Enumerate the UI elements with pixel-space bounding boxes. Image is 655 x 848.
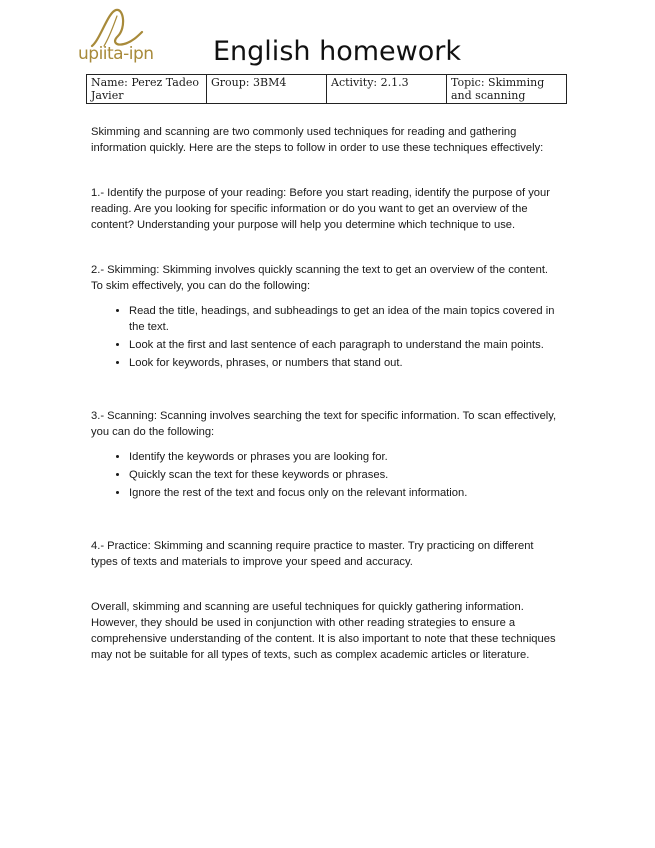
step4-paragraph: 4.- Practice: Skimming and scanning require practice to master. Try practicing on different types of texts and materials to improve your speed and accuracy. (91, 540, 534, 568)
list-item: • Look for keywords, phrases, or numbers that stand out. (129, 355, 561, 371)
skimming-list (91, 303, 561, 371)
activity-cell: Activity: 2.1.3 (327, 75, 447, 104)
topic-cell: Topic: Skimming and scanning (447, 75, 567, 104)
page-title: English homework (213, 36, 461, 67)
name-cell: Name: Perez Tadeo Javier (87, 75, 207, 104)
list-item: • Look at the first and last sentence of each paragraph to understand the main points. (129, 337, 561, 353)
list-item: • Read the title, headings, and subheadings to get an idea of the main topics covered in the text. (129, 303, 561, 335)
logo-emblem-icon (86, 6, 148, 48)
list-item: • Quickly scan the text for these keywords or phrases. (129, 467, 561, 483)
list-item: • Identify the keywords or phrases you are looking for. (129, 449, 561, 465)
logo-text: upiita-ipn (78, 44, 154, 64)
document-body (91, 124, 561, 692)
info-row (87, 75, 567, 104)
step1-paragraph: 1.- Identify the purpose of your reading: Before you start reading, identify the purpose of your reading. Are you looking for specific information or do you want to get an overview of the content? Understanding your purpose will help you determine which technique to use. (91, 187, 550, 231)
group-cell: Group: 3BM4 (207, 75, 327, 104)
info-table (86, 74, 567, 104)
scanning-list (91, 449, 561, 501)
step3-paragraph: 3.- Scanning: Scanning involves searching the text for specific information. To scan effectively, you can do the following: (91, 410, 557, 438)
intro-paragraph: Skimming and scanning are two commonly used techniques for reading and gathering information quickly. Here are the steps to follow in order to use these techniques effectively: (91, 126, 544, 154)
step2-paragraph: 2.- Skimming: Skimming involves quickly scanning the text to get an overview of the content. To skim effectively, you can do the following: (91, 264, 549, 292)
conclusion-paragraph: Overall, skimming and scanning are useful techniques for quickly gathering information. However, they should be used in conjunction with other reading strategies to ensure a comprehensive understanding of the content. It is also important to note that these techniques may not be suitable for all types of texts, such as complex academic articles or literature. (91, 601, 556, 661)
list-item: • Ignore the rest of the text and focus only on the relevant information. (129, 485, 561, 501)
logo (78, 6, 158, 68)
